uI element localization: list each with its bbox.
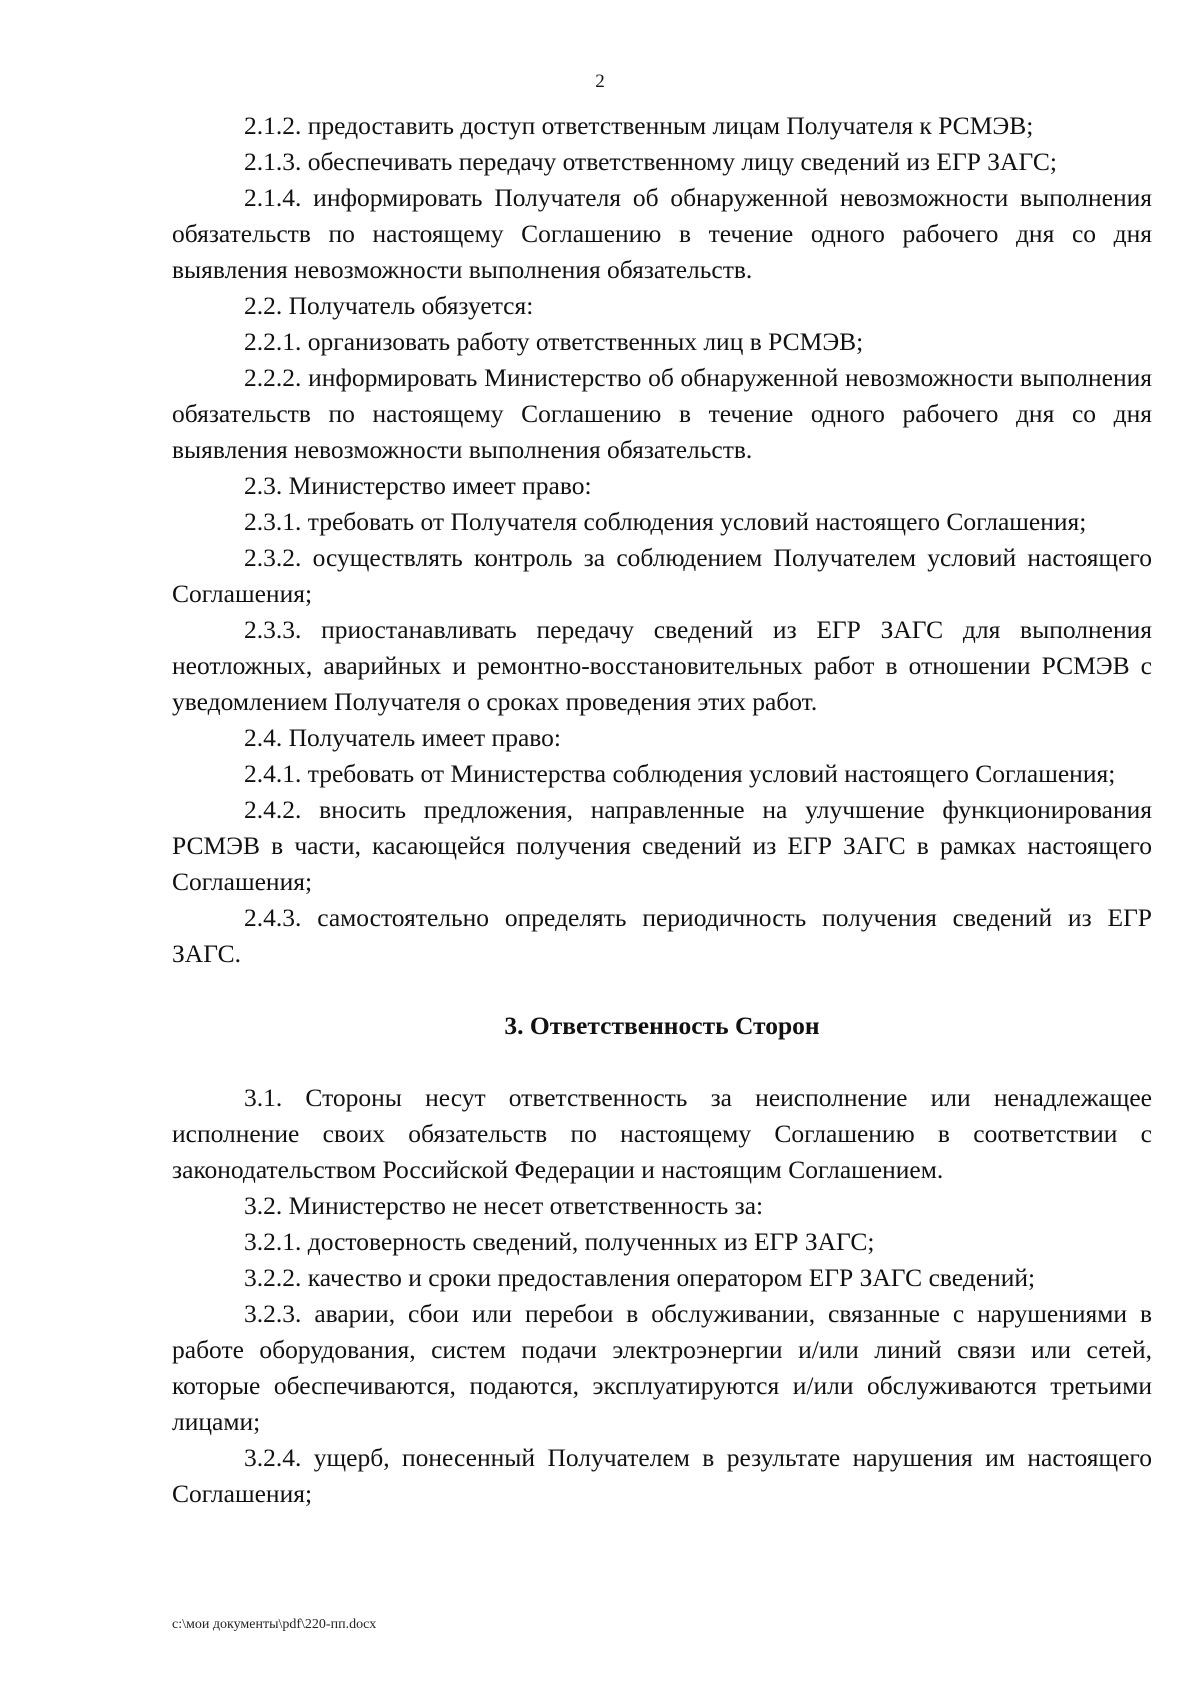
paragraph-2-2: 2.2. Получатель обязуется:: [244, 291, 534, 320]
paragraph-2-4-2: 2.4.2. вносить предложения, направленные на улучшение функционирования РСМЭВ в части, касающейся получения сведений из ЕГР ЗАГС в рамках настоящего Соглашения;: [172, 795, 1152, 896]
paragraph-3-2-3: 3.2.3. аварии, сбои или перебои в обслуживании, связанные с нарушениями в работе оборудования, систем подачи электроэнергии и/или линий связи или сетей, которые обеспечиваются, подаются, эксплуатируются и/или обслуживаются третьими лицами;: [172, 1299, 1152, 1436]
paragraph-2-3-2: 2.3.2. осуществлять контроль за соблюдением Получателем условий настоящего Соглашения;: [172, 543, 1152, 608]
paragraph-3-1: 3.1. Стороны несут ответственность за неисполнение или ненадлежащее исполнение своих обязательств по настоящему Соглашению в соответствии с законодательством Российской Федерации и настоящим Соглашением.: [172, 1083, 1152, 1184]
paragraph-2-3-3: 2.3.3. приостанавливать передачу сведений из ЕГР ЗАГС для выполнения неотложных, аварийных и ремонтно-восстановительных работ в отношении РСМЭВ с уведомлением Получателя о сроках проведения этих работ.: [172, 615, 1152, 716]
footer-file-path: c:\мои документы\pdf\220-пп.docx: [172, 1617, 377, 1632]
paragraph-3-2-4: 3.2.4. ущерб, понесенный Получателем в результате нарушения им настоящего Соглашения;: [172, 1443, 1152, 1508]
paragraph-3-2-1: 3.2.1. достоверность сведений, полученных из ЕГР ЗАГС;: [244, 1227, 875, 1256]
paragraph-2-4: 2.4. Получатель имеет право:: [244, 723, 561, 752]
paragraph-2-3: 2.3. Министерство имеет право:: [244, 471, 592, 500]
paragraph-3-2-2: 3.2.2. качество и сроки предоставления оператором ЕГР ЗАГС сведений;: [244, 1263, 1036, 1292]
page-number: 2: [595, 71, 605, 92]
document-body: [172, 108, 1152, 1512]
section-title: 3. Ответственность Сторон: [504, 1011, 820, 1040]
paragraph-2-4-3: 2.4.3. самостоятельно определять периодичность получения сведений из ЕГР ЗАГС.: [172, 903, 1152, 968]
paragraph-2-1-4: 2.1.4. информировать Получателя об обнаруженной невозможности выполнения обязательств по настоящему Соглашению в течение одного рабочего дня со дня выявления невозможности выполнения обязательств.: [172, 183, 1152, 284]
paragraph-2-1-2: 2.1.2. предоставить доступ ответственным лицам Получателя к РСМЭВ;: [244, 111, 1034, 140]
paragraph-2-2-2: 2.2.2. информировать Министерство об обнаруженной невозможности выполнения обязательств по настоящему Соглашению в течение одного рабочего дня со дня выявления невозможности выполнения обязательств.: [172, 363, 1152, 464]
paragraph-2-2-1: 2.2.1. организовать работу ответственных лиц в РСМЭВ;: [244, 327, 864, 356]
paragraph-3-2: 3.2. Министерство не несет ответственность за:: [244, 1191, 764, 1220]
paragraph-2-1-3: 2.1.3. обеспечивать передачу ответственному лицу сведений из ЕГР ЗАГС;: [244, 147, 1057, 176]
paragraph-2-4-1: 2.4.1. требовать от Министерства соблюдения условий настоящего Соглашения;: [244, 759, 1116, 788]
paragraph-2-3-1: 2.3.1. требовать от Получателя соблюдения условий настоящего Соглашения;: [244, 507, 1087, 536]
